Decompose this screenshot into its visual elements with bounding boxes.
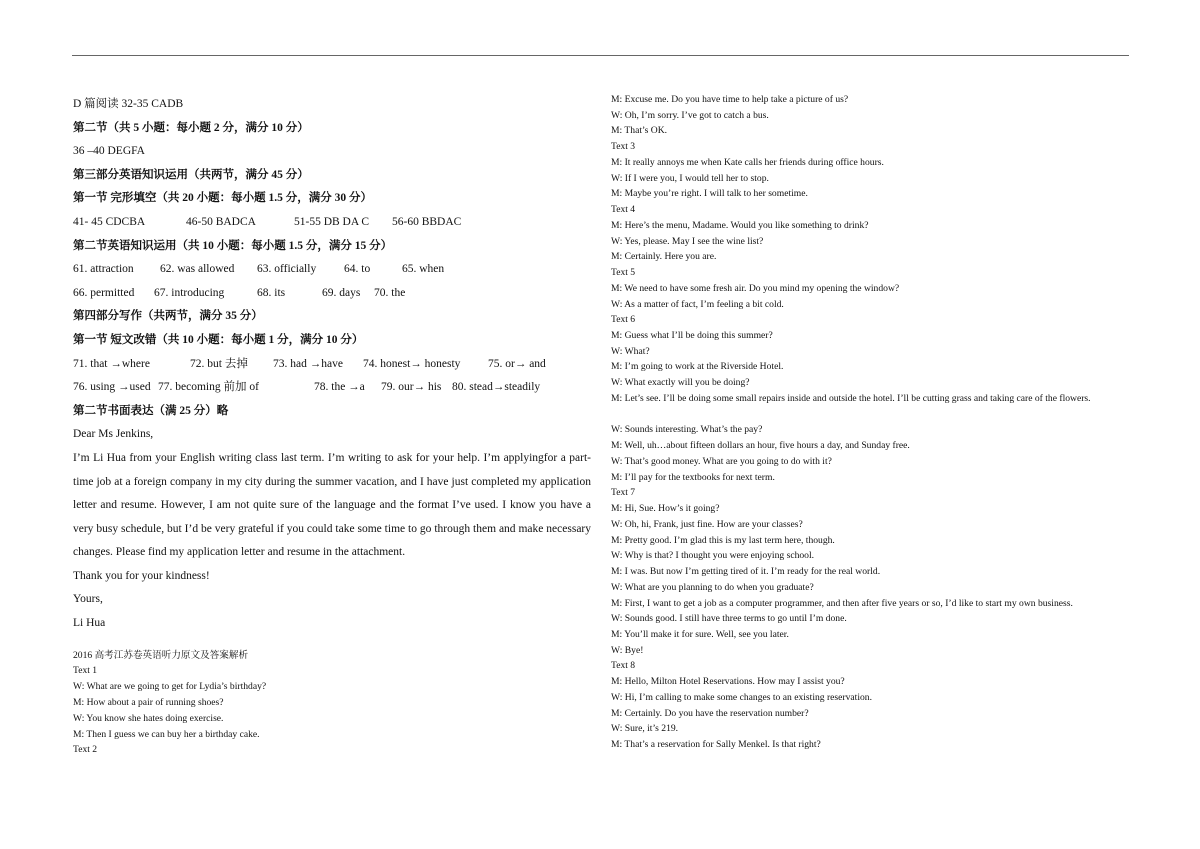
section-heading: 第二节（共 5 小题：每小题 2 分，满分 10 分） — [73, 121, 309, 134]
transcript-line: Text 2 — [73, 744, 98, 756]
letter-body-text: I’m Li Hua from your English writing class last term. I’m writing to ask for your help. I’m applyingfor a part-time job at a foreign company in my city during the summer vacation, and I have just completed my application letter and resume. However, I am not quite sure of the language and the format I’ve used. I know you have a very busy schedule, but I’d be very grateful if you could take some time to go through them and make necessary changes. Please find my application letter and resume in the attachment. — [73, 451, 591, 559]
transcript-line: M: Maybe you’re right. I will talk to her sometime. — [611, 188, 808, 200]
left-column — [73, 93, 591, 758]
answer-cell: 73. had →have — [273, 357, 343, 370]
answer-cell: 68. its — [257, 286, 286, 299]
correction-answers-row — [73, 353, 591, 377]
transcript-line: M: Certainly. Here you are. — [611, 251, 717, 263]
transcript-line: Text 7 — [611, 487, 636, 499]
transcript-line: W: What are we going to get for Lydia’s birthday? — [73, 681, 267, 693]
answer-cell: 64. to — [344, 263, 371, 276]
answer-cell: 63. officially — [257, 263, 317, 276]
transcript-line: M: We need to have some fresh air. Do you mind my opening the window? — [611, 282, 900, 294]
answer-cell: 72. but 去掉 — [190, 357, 248, 370]
answer-line: 36 –40 DEGFA — [73, 145, 145, 158]
transcript-title: 2016 高考江苏卷英语听力原文及答案解析 — [73, 649, 249, 661]
transcript-line: M: It really annoys me when Kate calls her friends during office hours. — [611, 156, 884, 168]
transcript-line: M: Hello, Milton Hotel Reservations. How may I assist you? — [611, 676, 845, 688]
section-heading: 第二节英语知识运用（共 10 小题：每小题 1.5 分，满分 15 分） — [73, 239, 393, 252]
transcript-line: W: Oh, hi, Frank, just fine. How are your classes? — [611, 518, 803, 530]
transcript-line: M: Let’s see. I’ll be doing some small repairs inside and outside the hotel. I’ll be cutting grass and taking care of the flowers. — [611, 392, 1091, 404]
transcript-line: Text 4 — [611, 204, 636, 216]
answer-cell: 80. stead→steadily — [452, 381, 541, 394]
transcript-line: Text 5 — [611, 267, 636, 279]
listening-transcript — [73, 648, 591, 759]
letter-body — [73, 447, 591, 565]
transcript-line: W: That’s good money. What are you going to do with it? — [611, 455, 832, 467]
section-heading: 第四部分写作（共两节，满分 35 分） — [73, 310, 263, 323]
transcript-line: M: I was. But now I’m getting tired of it. I’m ready for the real world. — [611, 566, 881, 578]
letter-closing: Yours, — [73, 593, 103, 606]
transcript-line: M: First, I want to get a job as a computer programmer, and then after five years or so, I’d like to start my own business. — [611, 597, 1073, 609]
answer-cell: 61. attraction — [73, 263, 134, 276]
transcript-line: Text 1 — [73, 665, 98, 677]
answer-cell: 66. permitted — [73, 286, 135, 299]
transcript-line: M: How about a pair of running shoes? — [73, 697, 224, 709]
transcript-line: W: Hi, I’m calling to make some changes to an existing reservation. — [611, 691, 872, 703]
transcript-line: W: Yes, please. May I see the wine list? — [611, 235, 764, 247]
transcript-line: M: Here’s the menu, Madame. Would you like something to drink? — [611, 219, 869, 231]
transcript-line: W: Bye! — [611, 644, 644, 656]
section-heading: 第二节书面表达（满 25 分）略 — [73, 404, 229, 417]
answer-line: D 篇阅读 32-35 CADB — [73, 98, 184, 110]
answer-cell: 51-55 DB DA C — [294, 215, 370, 228]
section-heading: 第三部分英语知识运用（共两节，满分 45 分） — [73, 168, 309, 181]
answer-cell: 77. becoming 前加 of — [158, 381, 259, 394]
answer-cell: 75. or→ and — [488, 357, 546, 370]
transcript-line: W: Sure, it’s 219. — [611, 723, 679, 735]
transcript-line: M: Guess what I’ll be doing this summer? — [611, 330, 773, 342]
right-column — [611, 92, 1129, 753]
transcript-line: W: You know she hates doing exercise. — [73, 712, 224, 724]
transcript-line: W: Why is that? I thought you were enjoying school. — [611, 550, 815, 562]
transcript-line: M: Hi, Sue. How’s it going? — [611, 503, 720, 515]
section-heading: 第一节 完形填空（共 20 小题：每小题 1.5 分，满分 30 分） — [73, 192, 372, 205]
transcript-line: W: If I were you, I would tell her to stop. — [611, 172, 769, 184]
transcript-line: W: What exactly will you be doing? — [611, 377, 750, 389]
answer-cell: 78. the →a — [314, 381, 365, 394]
cloze-answers-row — [73, 211, 591, 235]
answer-cell: 71. that →where — [73, 357, 150, 370]
grammar-answers-row — [73, 258, 591, 282]
transcript-line: M: I’m going to work at the Riverside Hotel. — [611, 361, 784, 373]
transcript-line: M: Well, uh…about fifteen dollars an hour, five hours a day, and Sunday free. — [611, 440, 910, 452]
transcript-line: W: Sounds interesting. What’s the pay? — [611, 424, 763, 436]
transcript-line: M: Pretty good. I’m glad this is my last term here, though. — [611, 534, 835, 546]
answer-cell: 76. using →used — [73, 381, 151, 394]
transcript-line: W: Sounds good. I still have three terms to go until I’m done. — [611, 613, 847, 625]
answer-cell: 70. the — [374, 286, 406, 299]
section-heading: 第一节 短文改错（共 10 小题：每小题 1 分，满分 10 分） — [73, 333, 364, 346]
transcript-line: M: Then I guess we can buy her a birthday cake. — [73, 728, 260, 740]
answer-cell: 56-60 BBDAC — [392, 215, 462, 228]
transcript-line: M: Certainly. Do you have the reservation number? — [611, 707, 809, 719]
transcript-line: M: You’ll make it for sure. Well, see you later. — [611, 628, 789, 640]
answer-cell: 67. introducing — [154, 286, 225, 299]
letter-greeting: Dear Ms Jenkins, — [73, 428, 154, 441]
transcript-line: Text 6 — [611, 314, 636, 326]
header-rule — [72, 55, 1129, 56]
transcript-line: Text 3 — [611, 141, 636, 153]
answer-cell: 74. honest→ honesty — [363, 357, 461, 370]
correction-answers-row — [73, 376, 591, 400]
transcript-line: W: What are you planning to do when you graduate? — [611, 581, 814, 593]
letter-signature: Li Hua — [73, 617, 106, 630]
transcript-line: M: I’ll pay for the textbooks for next term. — [611, 471, 775, 483]
transcript-line: W: What? — [611, 345, 650, 357]
answer-cell: 79. our→ his — [381, 381, 442, 394]
transcript-line: W: Oh, I’m sorry. I’ve got to catch a bus. — [611, 109, 769, 121]
grammar-answers-row — [73, 282, 591, 306]
letter-thanks: Thank you for your kindness! — [73, 569, 210, 582]
answer-cell: 62. was allowed — [160, 263, 235, 276]
answer-cell: 69. days — [322, 286, 361, 299]
transcript-line: Text 8 — [611, 660, 636, 672]
transcript-line: M: That’s OK. — [611, 125, 668, 137]
transcript-line: M: That’s a reservation for Sally Menkel. Is that right? — [611, 739, 821, 751]
transcript-line: M: Excuse me. Do you have time to help take a picture of us? — [611, 94, 849, 105]
answer-cell: 41- 45 CDCBA — [73, 215, 146, 228]
answer-cell: 65. when — [402, 263, 445, 276]
transcript-line: W: As a matter of fact, I’m feeling a bit cold. — [611, 298, 784, 310]
answer-cell: 46-50 BADCA — [186, 215, 256, 228]
